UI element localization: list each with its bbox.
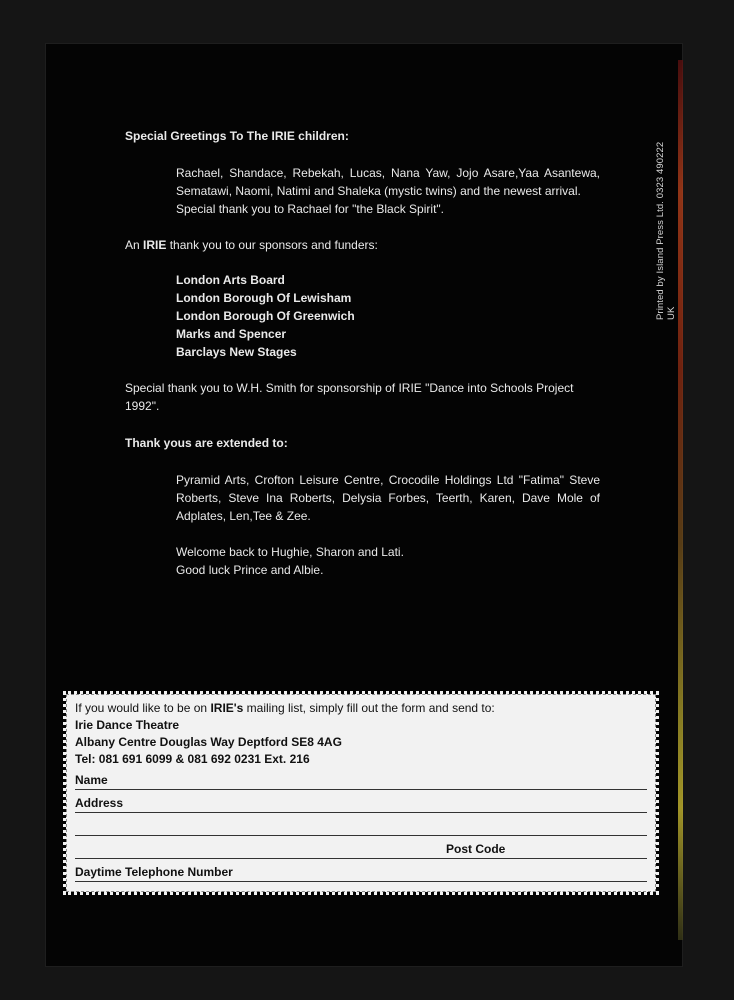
extended-heading: Thank yous are extended to: bbox=[125, 436, 288, 450]
name-label: Name bbox=[75, 773, 108, 787]
irie-brand: IRIE bbox=[143, 238, 167, 252]
sponsor-item: Barclays New Stages bbox=[176, 345, 297, 359]
address-field[interactable] bbox=[75, 790, 647, 813]
credits-content bbox=[125, 127, 600, 579]
good-luck: Good luck Prince and Albie. bbox=[176, 563, 324, 577]
phone-field[interactable] bbox=[75, 859, 647, 882]
printer-credit: Printed by Island Press Ltd. 0323 490222 UK bbox=[655, 141, 677, 320]
org-telephone: Tel: 081 691 6099 & 081 692 0231 Ext. 216 bbox=[75, 752, 310, 766]
sponsor-item: London Borough Of Lewisham bbox=[176, 291, 352, 305]
sponsor-item: London Borough Of Greenwich bbox=[176, 309, 355, 323]
form-intro-prefix: If you would like to be on bbox=[75, 701, 208, 715]
form-intro bbox=[75, 700, 647, 717]
sponsor-list bbox=[176, 271, 600, 361]
sponsor-item: Marks and Spencer bbox=[176, 327, 287, 341]
form-irie-brand: IRIE's bbox=[210, 701, 244, 715]
whsmith-thanks: Special thank you to W.H. Smith for sponsorship of IRIE "Dance into Schools Project 1992". bbox=[125, 381, 574, 413]
org-address: Albany Centre Douglas Way Deptford SE8 4AG bbox=[75, 735, 342, 749]
sponsor-item: London Arts Board bbox=[176, 273, 285, 287]
sponsors-intro-prefix: An bbox=[125, 238, 140, 252]
address-field-line-2[interactable] bbox=[75, 813, 647, 836]
name-field[interactable] bbox=[75, 767, 647, 790]
postcode-label: Post Code bbox=[446, 842, 506, 856]
extended-names: Pyramid Arts, Crofton Leisure Centre, Crocodile Holdings Ltd "Fatima" Steve Roberts, Steve Ina Roberts, Delysia Forbes, Teerth, Karen, Dave Mole of Adplates, Len,Tee & Zee. bbox=[176, 473, 600, 523]
address-label: Address bbox=[75, 796, 124, 810]
form-intro-suffix: mailing list, simply fill out the form and send to: bbox=[246, 701, 495, 715]
postcode-field[interactable] bbox=[75, 836, 647, 859]
greetings-heading: Special Greetings To The IRIE children: bbox=[125, 129, 349, 143]
mailing-list-form bbox=[66, 694, 656, 892]
org-name: Irie Dance Theatre bbox=[75, 718, 180, 732]
sponsors-intro bbox=[125, 236, 600, 254]
page-edge-stripe bbox=[678, 60, 683, 940]
black-spirit-thanks: Special thank you to Rachael for "the Black Spirit". bbox=[176, 202, 444, 216]
sponsors-intro-suffix: thank you to our sponsors and funders: bbox=[169, 238, 378, 252]
phone-label: Daytime Telephone Number bbox=[75, 865, 233, 879]
children-names: Rachael, Shandace, Rebekah, Lucas, Nana Yaw, Jojo Asare,Yaa Asantewa, Sematawi, Naomi, Natimi and Shaleka (mystic twins) and the newest arrival. bbox=[176, 166, 600, 198]
welcome-back: Welcome back to Hughie, Sharon and Lati. bbox=[176, 545, 404, 559]
